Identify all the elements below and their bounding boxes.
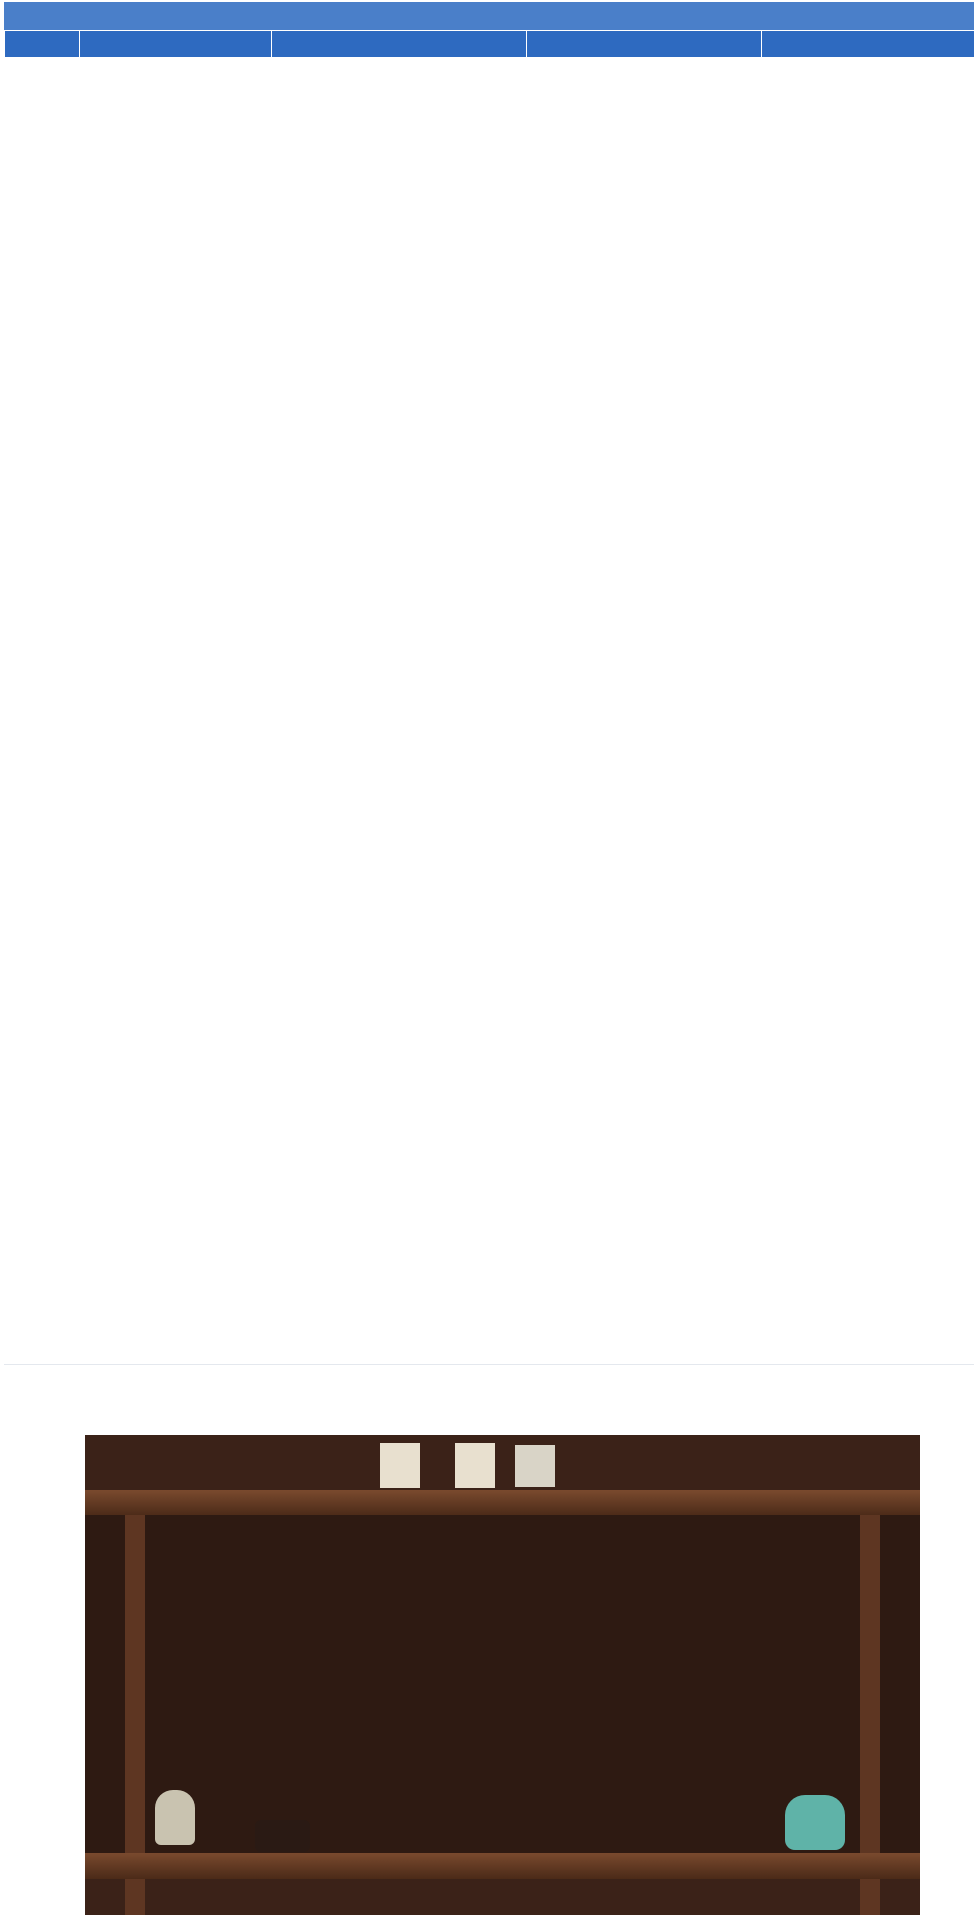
header-genre xyxy=(762,31,975,58)
scooter-figurine-icon xyxy=(785,1795,845,1850)
header-shelf-level xyxy=(80,31,272,58)
cardboard-figure-icon xyxy=(380,1443,420,1488)
header-author xyxy=(527,31,762,58)
lower-shelf-books xyxy=(115,1595,895,1855)
header-row xyxy=(5,31,975,58)
robot-figure-icon xyxy=(515,1445,555,1487)
header-book-title xyxy=(272,31,527,58)
header-index xyxy=(5,31,80,58)
top-shelf-books xyxy=(85,1435,920,1495)
lower-shelf-board xyxy=(85,1853,920,1879)
bookshelf-sheet xyxy=(4,2,974,58)
table-title xyxy=(4,2,974,30)
cat-figurine-icon xyxy=(155,1790,195,1845)
upper-shelf-board xyxy=(85,1490,920,1516)
small-chair-icon xyxy=(255,1820,310,1852)
bookshelf-photo xyxy=(85,1435,920,1915)
union-jack-figure-icon xyxy=(455,1443,495,1488)
books-table xyxy=(4,30,975,58)
photo-note xyxy=(4,1360,974,1390)
